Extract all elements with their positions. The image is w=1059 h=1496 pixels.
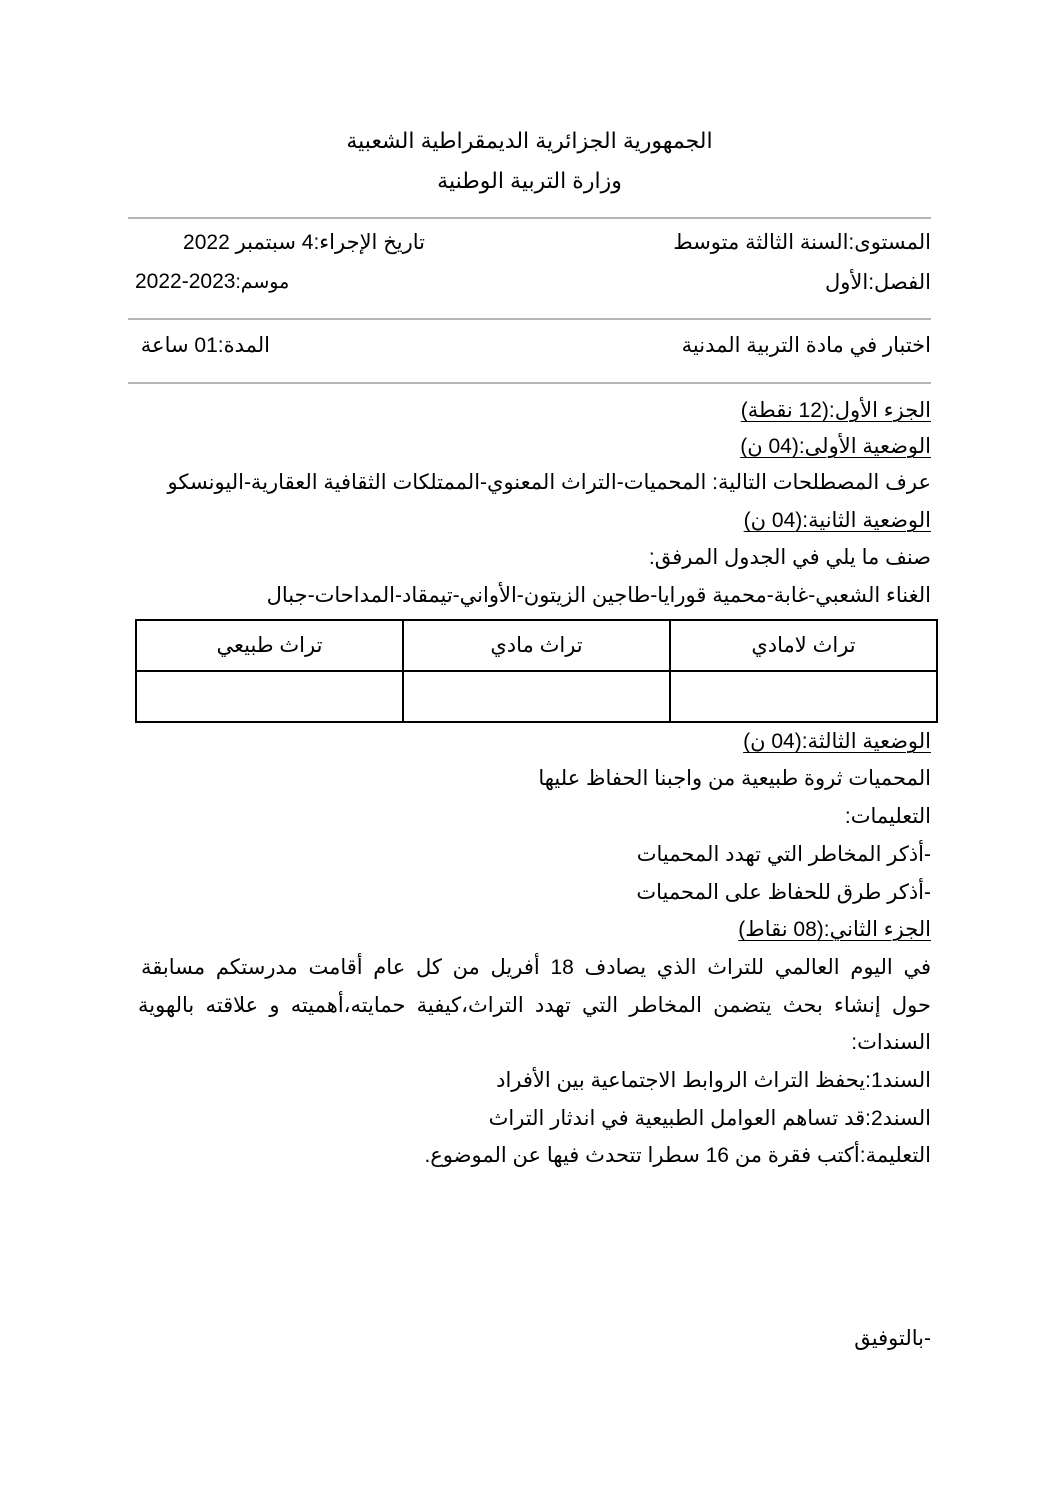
term-label: الفصل:الأول [824, 271, 931, 294]
part1-title: الجزء الأول:(12 نقطة) [740, 399, 931, 422]
situation3-instruction-1: -أذكر المخاطر التي تهدد المحميات [636, 843, 931, 866]
source-2: السند2:قد تساهم العوامل الطبيعية في اندثار التراث [488, 1107, 931, 1130]
divider-bottom [128, 382, 931, 384]
table-answer-cell[interactable] [136, 671, 403, 722]
exam-date: تاريخ الإجراء:4 سبتمبر 2022 [183, 231, 425, 254]
situation2-title: الوضعية الثانية:(04 ن) [743, 509, 931, 532]
classification-table [135, 619, 938, 723]
situation2-items: الغناء الشعبي-غابة-محمية قورايا-طاجين الزيتون-الأواني-تيمقاد-المداحات-جبال [266, 584, 931, 607]
divider-top [128, 217, 931, 219]
season-field [135, 270, 330, 294]
table-answer-cell[interactable] [403, 671, 670, 722]
situation3-text: المحميات ثروة طبيعية من واجبنا الحفاظ عليها [538, 767, 931, 790]
sources-label: السندات: [851, 1031, 931, 1054]
part2-title: الجزء الثاني:(08 نقاط) [738, 918, 931, 941]
table-header-row [136, 620, 937, 671]
source-1: السند1:يحفظ التراث الروابط الاجتماعية بين الأفراد [496, 1069, 931, 1092]
part2-paragraph-line1: في اليوم العالمي للتراث الذي يصادف 18 أفريل من كل عام أقامت مدرستكم مسابقة [141, 956, 931, 979]
season-value: 2022-2023 [135, 270, 236, 293]
situation1-text: عرف المصطلحات التالية: المحميات-التراث المعنوي-الممتلكات الثقافية العقارية-اليونسكو [167, 471, 931, 494]
level-label: المستوى:السنة الثالثة متوسط [673, 231, 931, 254]
situation3-instruction-2: -أذكر طرق للحفاظ على المحميات [636, 881, 931, 904]
duration: المدة:01 ساعة [140, 334, 270, 357]
table-answer-row [136, 671, 937, 722]
table-header-cell: تراث مادي [403, 620, 670, 671]
country-title: الجمهورية الجزائرية الديمقراطية الشعبية [346, 128, 713, 153]
exam-title: اختبار في مادة التربية المدنية [681, 334, 931, 357]
situation2-text: صنف ما يلي في الجدول المرفق: [648, 546, 931, 569]
situation3-instructions-label: التعليمات: [844, 805, 931, 828]
part2-paragraph-line2: حول إنشاء بحث يتضمن المخاطر التي تهدد التراث،كيفية حمايته،أهميته و علاقته بالهوية [138, 994, 931, 1017]
table-header-cell: تراث طبيعي [136, 620, 403, 671]
ministry-title: وزارة التربية الوطنية [437, 168, 622, 193]
good-luck: -بالتوفيق [854, 1327, 931, 1350]
divider-middle [128, 318, 931, 320]
part2-instruction: التعليمة:أكتب فقرة من 16 سطرا تتحدث فيها عن الموضوع. [424, 1144, 931, 1167]
season-label: موسم: [235, 272, 290, 293]
table-answer-cell[interactable] [670, 671, 937, 722]
situation3-title: الوضعية الثالثة:(04 ن) [743, 730, 931, 753]
situation1-title: الوضعية الأولى:(04 ن) [740, 435, 931, 458]
table-header-cell: تراث لامادي [670, 620, 937, 671]
